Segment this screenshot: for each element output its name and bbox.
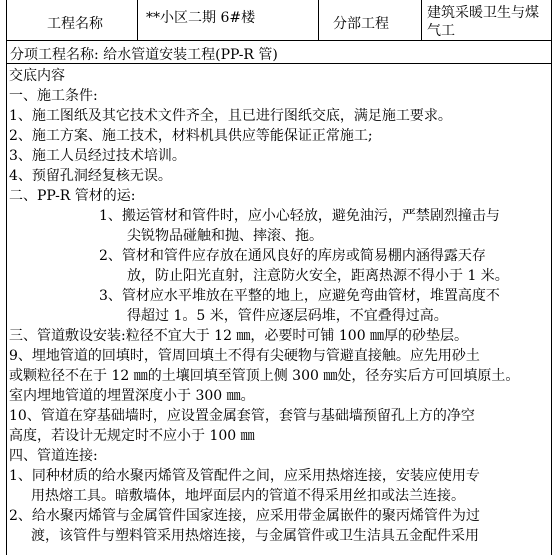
project-value: **小区二期 6#楼 — [146, 10, 256, 26]
division-label-cell — [319, 0, 422, 40]
content-line: 1、施工图纸及其它技术文件齐全，且已进行图纸交底，满足施工要求。 — [9, 108, 452, 124]
content-line: 高度，若设计无规定时不应小于 100 ㎜ — [9, 428, 255, 444]
content-line: 放，防止阳光直射，注意防火安全，距离热源不得小于 1 米。 — [127, 268, 509, 284]
content-line: 2、施工方案、施工技术，材料机具供应等能保证正常施工; — [9, 128, 373, 144]
content-line: 得超过 1。5 米，管件应逐层码堆，不宜叠得过高。 — [127, 308, 448, 324]
project-label: 工程名称 — [47, 16, 103, 32]
project-value-cell — [138, 0, 319, 40]
content-line: 室内埋地管道的埋置深度小于 300 ㎜。 — [9, 388, 255, 404]
content-line: 2、给水聚丙烯管与金属管件国家连接，应采用带金属嵌件的聚丙烯管件为过 — [9, 508, 480, 524]
content-line: 3、管材应水平堆放在平整的地上，应避免弯曲管材，堆置高度不 — [99, 288, 500, 304]
content-line: 尖锐物品碰触和抛、摔滚、拖。 — [127, 228, 323, 244]
content-line: 10、管道在穿基础墙时，应设置金属套管，套管与基础墙预留孔上方的净空 — [9, 408, 475, 424]
content-line: 9、埋地管道的回填时，管周回填土不得有尖硬物与管避直接触。应先用砂土 — [9, 348, 480, 364]
content-line: 或颗粒径不在于 12 ㎜的土壤回填至管顶上侧 300 ㎜处，径夯实后方可回填原土。 — [9, 368, 520, 384]
content-line: 用热熔工具。暗敷墙体，地坪面层内的管道不得采用丝扣或法兰连接。 — [31, 488, 465, 504]
content-line: 3、施工人员经过技术培训。 — [9, 148, 186, 164]
subitem-title: 分项工程名称: 给水管道安装工程(PP-R 管) — [10, 47, 278, 63]
content-heading: 交底内容 — [9, 68, 65, 84]
header-row — [7, 0, 552, 41]
section-heading: 二、PP-R 管材的运: — [9, 188, 136, 204]
content-line: 2、管材和管件应存放在通风良好的库房或简易棚内涵得露天存 — [99, 248, 486, 264]
content-line: 4、预留孔洞经复核无误。 — [9, 168, 172, 184]
content-line: 1、同种材质的给水聚丙烯管及管配件之间，应采用热熔连接，安装应使用专 — [9, 468, 480, 484]
disclosure-sheet — [6, 0, 552, 555]
project-label-cell — [7, 0, 138, 40]
section-heading: 四、管道连接: — [9, 448, 98, 464]
content-line: 1、搬运管材和管件时，应小心轻放，避免油污，严禁剧烈撞击与 — [99, 208, 500, 224]
section-heading: 三、管道敷设安装:粒径不宜大于 12 ㎜，必要时可铺 100 ㎜厚的砂垫层。 — [9, 328, 469, 344]
content-line: 渡，该管件与塑料管采用热熔连接，与金属管件或卫生洁具五金配件采用 — [31, 528, 479, 544]
division-label: 分部工程 — [333, 16, 389, 32]
section-heading: 一、施工条件: — [9, 88, 98, 104]
division-value: 建筑采暖卫生与煤气工 — [427, 5, 539, 39]
subitem-row — [7, 41, 552, 64]
division-value-cell — [422, 0, 552, 40]
